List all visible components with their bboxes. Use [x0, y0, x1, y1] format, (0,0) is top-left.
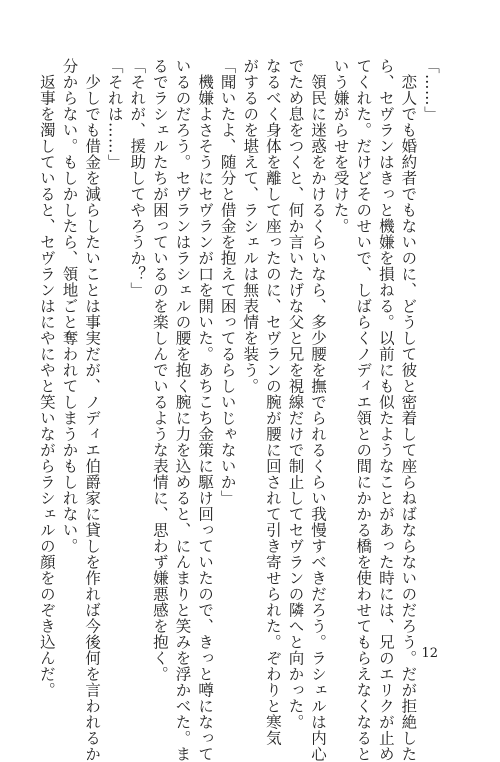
text-line: 「……」	[422, 58, 440, 122]
text-line: いう嫌がらせを受けた。	[331, 58, 350, 234]
text-line: 機嫌よさそうにセヴランが口を開いた。あちこち金策に駆け回っていたので、きっと噂になって	[196, 58, 215, 762]
page-number: 12	[421, 646, 438, 661]
text-line: がするのを堪えて、ラシェルは無表情を装う。	[241, 58, 260, 394]
text-line: 領民に迷惑をかけるくらいなら、多少腰を撫でられるくらい我慢すべきだろう。ラシェルは内心	[309, 58, 328, 762]
text-line: 少しでも借金を減らしたいことは事実だが、ノディエ伯爵家に貸しを作れば今後何を言われるか	[83, 58, 102, 762]
text-line: でため息をつくと、何か言いたげな父と兄を視線だけで制止してセヴランの隣へと向かった。	[286, 58, 305, 730]
text-line: なるべく身体を離して座ったのに、セヴランの腕が腰に回されて引き寄せられた。ぞわりと寒気	[263, 58, 282, 746]
text-line: 分からない。もしかしたら、領地ごと奪われてしまうかもしれない。	[60, 58, 79, 554]
text-line: 「それが、援助してやろうか？」	[128, 58, 147, 298]
text-line: てくれた。だけどそのせいで、しばらくノディエ領との間にかかる橋を使わせてもらえなくなると	[354, 58, 373, 762]
text-line: 恋人でも婚約者でもないのに、どうして彼と密着して座らねばならないのだろう。だが拒絶した	[399, 58, 418, 762]
text-line: 返事を濁していると、セヴランはにやにやと笑いながらラシェルの顔をのぞき込んだ。	[37, 58, 56, 698]
text-line: 「聞いたよ、随分と借金を抱えて困ってるらしいじゃないか」	[218, 58, 237, 506]
text-line: いるのだろう。セヴランはラシェルの腰を抱く腕に力を込めると、にんまりと笑みを浮かべた。ま	[173, 58, 192, 762]
text-line: 「それは……」	[105, 58, 124, 170]
text-line: るでラシェルたちが困っているのを楽しんでいるような表情に、思わず嫌悪感を抱く。	[150, 58, 169, 682]
text-line: ら、セヴランはきっと機嫌を損ねる。以前にも似たようなことがあった時には、兄のエリクが止め	[376, 58, 395, 762]
